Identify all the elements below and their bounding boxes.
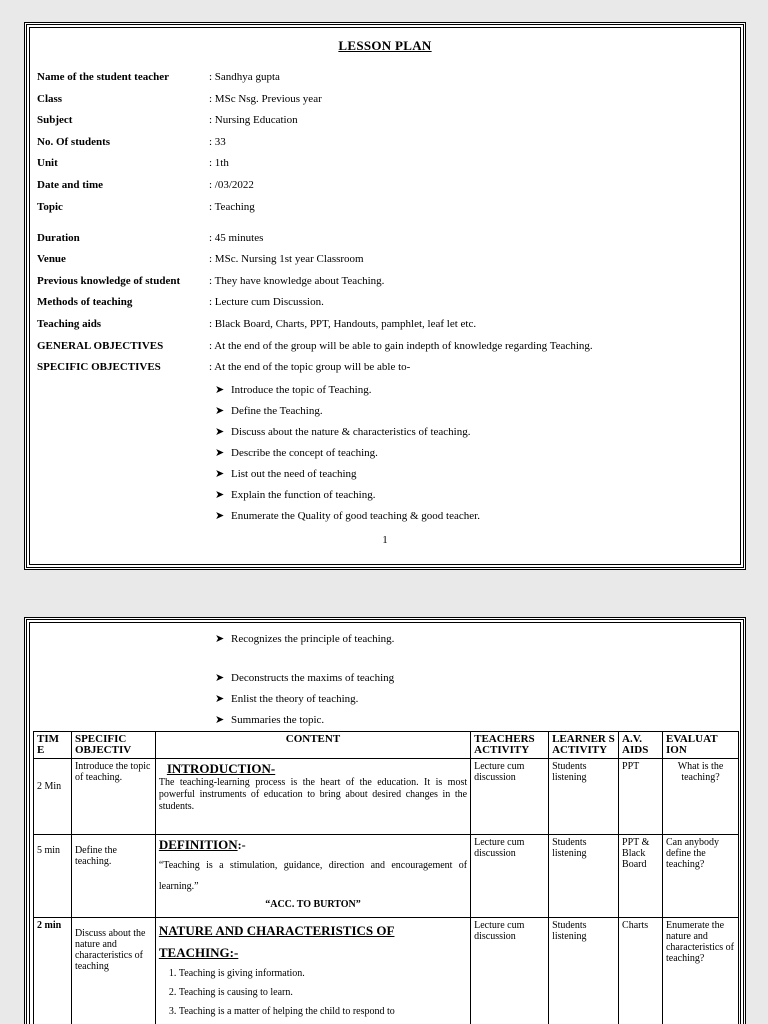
arrow-bullet-icon: ➤: [215, 447, 225, 459]
row-objective: Introduce the topic of teaching.: [71, 759, 155, 835]
info-value: : 45 minutes: [209, 232, 264, 244]
header-av-aids: A.V. AIDS: [619, 732, 663, 759]
info-value: : They have knowledge about Teaching.: [209, 275, 385, 287]
objective-item: [215, 484, 480, 505]
info-label: Unit: [37, 157, 58, 169]
objective-text: Deconstructs the maxims of teaching: [231, 671, 395, 684]
info-value: : 1th: [209, 157, 229, 169]
row-content: [155, 759, 470, 835]
objective-text: List out the need of teaching: [231, 467, 357, 480]
info-value: : At the end of the group will be able to gain indepth of knowledge regarding Teaching.: [209, 340, 593, 352]
arrow-bullet-icon: ➤: [215, 714, 225, 726]
arrow-bullet-icon: ➤: [215, 426, 225, 438]
info-value: : /03/2022: [209, 179, 254, 191]
info-row: [37, 339, 593, 353]
nature-list-item: 3. Teaching is a matter of helping the child to respond to: [179, 1002, 467, 1021]
objective-text: Enumerate the Quality of good teaching & good teacher.: [231, 509, 480, 522]
objective-item: [215, 628, 394, 649]
info-row: [37, 317, 476, 331]
info-label: Class: [37, 93, 63, 105]
row-av-aids: PPT & Black Board: [619, 835, 663, 918]
content-heading-suffix: :-: [237, 838, 246, 852]
info-label: Teaching aids: [37, 318, 102, 330]
table-row: [34, 918, 739, 1024]
objective-text: Recognizes the principle of teaching.: [231, 632, 395, 645]
row-evaluation: Can anybody define the teaching?: [662, 835, 738, 918]
arrow-bullet-icon: ➤: [215, 405, 225, 417]
nature-list-item: 1. Teaching is giving information.: [179, 964, 467, 983]
table-row: [34, 759, 739, 835]
objective-item: [215, 379, 480, 400]
row-learner-activity: Students listening: [549, 918, 619, 1024]
info-value: : 33: [209, 136, 226, 148]
arrow-bullet-icon: ➤: [215, 468, 225, 480]
info-row: [37, 252, 364, 266]
info-label: Previous knowledge of student: [37, 275, 181, 287]
info-label: SPECIFIC OBJECTIVES: [37, 361, 161, 373]
info-row: [37, 231, 263, 245]
row-content: [155, 835, 470, 918]
row-av-aids: PPT: [619, 759, 663, 835]
info-value: : At the end of the topic group will be able to-: [209, 361, 411, 373]
info-row: [37, 156, 229, 170]
document-page-2: [24, 617, 746, 1024]
content-heading: DEFINITION: [158, 837, 238, 852]
arrow-bullet-icon: ➤: [215, 672, 225, 684]
objective-text: Describe the concept of teaching.: [231, 446, 378, 459]
objective-item: [215, 688, 394, 709]
info-row: [37, 360, 410, 374]
arrow-bullet-icon: ➤: [215, 633, 225, 645]
document-page-1: [24, 22, 746, 570]
objective-text: Define the Teaching.: [231, 404, 323, 417]
info-row: [37, 70, 280, 84]
objective-item: [215, 400, 480, 421]
info-label: Venue: [37, 253, 66, 265]
objective-text: Discuss about the nature & characteristics of teaching.: [231, 425, 471, 438]
info-value: : Lecture cum Discussion.: [209, 296, 324, 308]
nature-list-item: 2. Teaching is causing to learn.: [179, 983, 467, 1002]
row-av-aids: Charts: [619, 918, 663, 1024]
objective-item: [215, 505, 480, 526]
row-teacher-activity: Lecture cum discussion: [471, 759, 549, 835]
info-value: : Sandhya gupta: [209, 71, 280, 83]
nature-list: [179, 964, 467, 1021]
info-label: Name of the student teacher: [37, 71, 169, 83]
info-label: Duration: [37, 232, 80, 244]
table-header-row: [34, 732, 739, 759]
row-content: [155, 918, 470, 1024]
table-row: [34, 835, 739, 918]
lesson-plan-table: [33, 731, 739, 1024]
row-teacher-activity: Lecture cum discussion: [471, 835, 549, 918]
row-objective: Define the teaching.: [71, 835, 155, 918]
content-text: “Teaching is a stimulation, guidance, direction and encouragement of learning.”: [158, 860, 468, 892]
info-row: [37, 113, 298, 127]
arrow-bullet-icon: ➤: [215, 489, 225, 501]
objective-text: Explain the function of teaching.: [231, 488, 376, 501]
info-label: No. Of students: [37, 136, 111, 148]
info-label: Subject: [37, 114, 73, 126]
row-time: 2 Min: [34, 759, 72, 835]
info-label: GENERAL OBJECTIVES: [37, 340, 164, 352]
header-evaluation: EVALUAT ION: [662, 732, 738, 759]
content-attribution: “ACC. TO BURTON”: [265, 899, 361, 910]
info-value: : MSc. Nursing 1st year Classroom: [209, 253, 364, 265]
content-heading: NATURE AND CHARACTERISTICS OF TEACHING:-: [158, 923, 395, 960]
row-evaluation: Enumerate the nature and characteristics of teaching?: [662, 918, 738, 1024]
info-value: : MSc Nsg. Previous year: [209, 93, 322, 105]
objective-text: Summaries the topic.: [231, 713, 325, 726]
specific-objectives-continued: [215, 628, 394, 730]
info-row: [37, 274, 384, 288]
arrow-bullet-icon: ➤: [215, 384, 225, 396]
info-value: : Teaching: [209, 201, 255, 213]
content-heading: INTRODUCTION-: [166, 761, 276, 776]
info-label: Methods of teaching: [37, 296, 133, 308]
objective-text: Enlist the theory of teaching.: [231, 692, 359, 705]
objective-item: [215, 421, 480, 442]
row-time: 5 min: [34, 835, 72, 918]
info-label: Topic: [37, 201, 63, 213]
specific-objectives-list: [215, 379, 480, 526]
info-row: [37, 178, 254, 192]
row-time: 2 min: [34, 918, 72, 1024]
header-time: TIM E: [34, 732, 72, 759]
header-teacher-activity: TEACHERS ACTIVITY: [471, 732, 549, 759]
objective-item: [215, 463, 480, 484]
info-row: [37, 135, 226, 149]
objective-item: [215, 667, 394, 688]
row-objective: Discuss about the nature and characteristics of teaching: [71, 918, 155, 1024]
info-row: [37, 200, 255, 214]
info-value: : Nursing Education: [209, 114, 298, 126]
info-value: : Black Board, Charts, PPT, Handouts, pamphlet, leaf let etc.: [209, 318, 477, 330]
arrow-bullet-icon: ➤: [215, 510, 225, 522]
objective-item: [215, 709, 394, 730]
page-title: LESSON PLAN: [338, 38, 432, 53]
objective-item: [215, 442, 480, 463]
objective-text: Introduce the topic of Teaching.: [231, 383, 372, 396]
row-evaluation: What is the teaching?: [662, 759, 738, 835]
info-label: Date and time: [37, 179, 103, 191]
page-number: 1: [382, 534, 388, 546]
arrow-bullet-icon: ➤: [215, 693, 225, 705]
header-learner-activity: LEARNER S ACTIVITY: [549, 732, 619, 759]
info-row: [37, 295, 324, 309]
header-objective: SPECIFIC OBJECTIV: [71, 732, 155, 759]
header-content: CONTENT: [155, 732, 470, 759]
info-row: [37, 92, 322, 106]
row-learner-activity: Students listening: [549, 759, 619, 835]
content-text: The teaching-learning process is the heart of the education. It is most powerful instruments of education to bring about desired changes in the students.: [158, 777, 468, 812]
row-learner-activity: Students listening: [549, 835, 619, 918]
row-teacher-activity: Lecture cum discussion: [471, 918, 549, 1024]
